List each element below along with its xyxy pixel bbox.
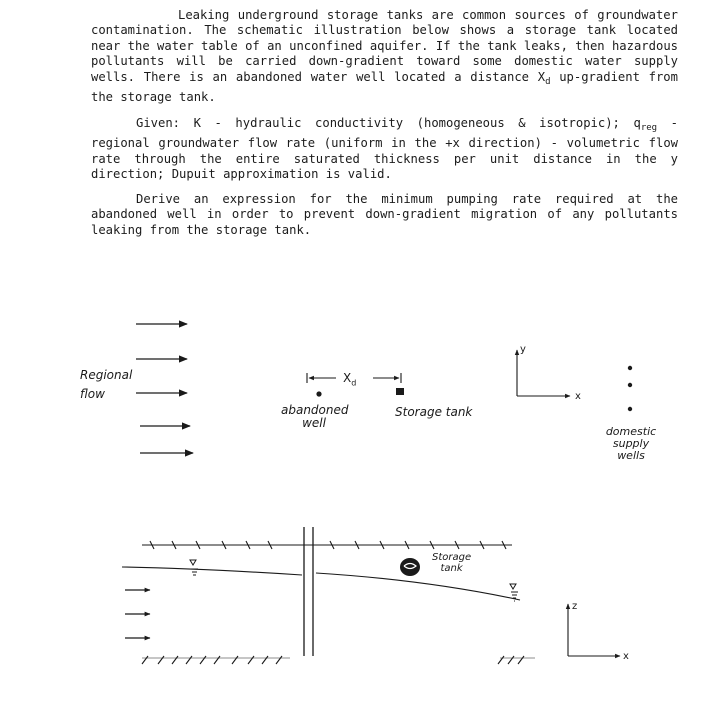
problem-paragraph-task: Derive an expression for the minimum pumping rate required at the abandoned well in order to prevent down-gradient migration of any pollutants leaking from the storage tank. (91, 192, 678, 237)
storage-tank-label: Storage tank (395, 405, 473, 419)
section-storage-tank-label: Storage tank (432, 552, 472, 574)
storage-tank-marker (396, 388, 404, 395)
qreg-symbol: q (633, 116, 641, 130)
abandoned-well-marker (316, 391, 321, 396)
plan-axis-y-label: y (520, 344, 526, 355)
xd-label: $X_d$ (343, 371, 357, 388)
section-axis-x-label: x (623, 651, 629, 662)
domestic-wells-label: domestic supply wells (605, 425, 657, 462)
section-axis-z-label: z (572, 601, 578, 612)
abandoned-well-casing (304, 527, 313, 656)
aquifer-base (142, 656, 535, 664)
domestic-well-dot (628, 383, 632, 387)
problem-paragraph-given: Given: K - hydraulic conductivity (homogeneous & isotropic); $q_{reg}$ - regional groundwater flow rate (uniform in the +x direction) - volumetric flow rate through the entire saturated thickness per unit distance in the y direction; Dupuit approximation is valid. (91, 116, 678, 182)
abandoned-well-label: abandoned well (281, 403, 349, 430)
domestic-well-dot (628, 407, 632, 411)
section-flow-arrows (125, 590, 150, 638)
water-table-symbol (190, 560, 198, 575)
plan-axis-x-label: x (575, 391, 581, 402)
problem-paragraph-intro: Leaking underground storage tanks are common sources of groundwater contamination. The schematic illustration below shows a storage tank located near the water table of an unconfined aquifer. If the tank leaks, then hazardous pollutants will be carried down-gradient toward some domestic water supply wells. There is an abandoned water well located a distance $X_d$ up-gradient from the storage tank. (91, 8, 678, 105)
domestic-well-markers (628, 366, 632, 411)
regional-flow-arrows (136, 324, 193, 453)
regional-flow-label: Regional flow (80, 368, 133, 401)
xd-symbol: X (537, 69, 546, 84)
section-storage-tank (400, 558, 420, 576)
domestic-well-dot (628, 366, 632, 370)
ground-surface (142, 541, 512, 549)
plan-axes (517, 350, 570, 396)
